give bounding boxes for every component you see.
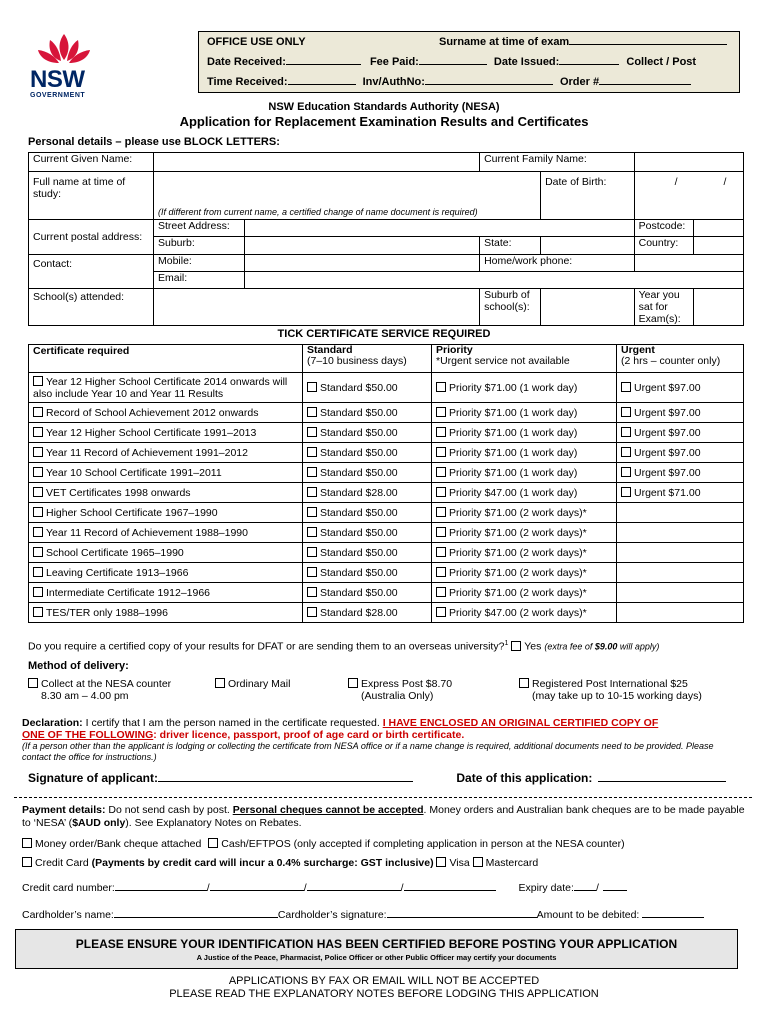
suburb-school-label: Suburb of school(s):	[480, 289, 541, 326]
delivery-ordinary-checkbox[interactable]	[215, 678, 225, 688]
certificate-checkbox[interactable]	[33, 587, 43, 597]
postcode-input[interactable]	[693, 220, 743, 237]
standard-option-checkbox[interactable]	[307, 407, 317, 417]
suburb-input[interactable]	[245, 237, 480, 255]
full-name-label: Full name at time of study:	[29, 172, 154, 220]
authority-name: NSW Education Standards Authority (NESA)	[268, 101, 500, 113]
standard-option-checkbox[interactable]	[307, 607, 317, 617]
priority-option-checkbox[interactable]	[436, 407, 446, 417]
urgent-option-checkbox[interactable]	[621, 407, 631, 417]
certificate-checkbox[interactable]	[33, 527, 43, 537]
cardholder-name-label: Cardholder’s name:	[22, 909, 114, 921]
logo-subtitle: GOVERNMENT	[30, 92, 86, 99]
payment-no-cheques: Personal cheques cannot be accepted	[232, 804, 424, 816]
header-priority: Priority *Urgent service not available	[432, 345, 617, 373]
expiry-month-field[interactable]	[574, 890, 596, 891]
standard-option-label: Standard $28.00	[320, 606, 398, 619]
cardholder-signature-label: Cardholder’s signature:	[277, 909, 387, 921]
amount-field[interactable]	[642, 917, 704, 918]
urgent-option-label: Urgent $71.00	[634, 486, 701, 499]
standard-option-label: Standard $50.00	[320, 406, 398, 419]
card-number-line: Credit card number: / / / Expiry date: /	[22, 882, 627, 894]
priority-option-label: Priority $71.00 (1 work day)	[449, 406, 578, 419]
dob-separator: /	[674, 176, 678, 188]
priority-option-label: Priority $71.00 (2 work days)*	[449, 546, 587, 559]
delivery-express-note: (Australia Only)	[361, 690, 434, 702]
mastercard-checkbox[interactable]	[473, 857, 483, 867]
cardholder-line	[22, 909, 704, 921]
delivery-registered-checkbox[interactable]	[519, 678, 529, 688]
surcharge-note: (Payments by credit card will incur a 0.4% surcharge: GST inclusive)	[91, 857, 434, 869]
priority-option-checkbox[interactable]	[436, 607, 446, 617]
priority-option-label: Priority $71.00 (1 work day)	[449, 446, 578, 459]
email-input[interactable]	[245, 272, 744, 289]
dfat-question-line	[28, 640, 659, 653]
urgent-option-checkbox[interactable]	[621, 487, 631, 497]
certificate-label: Year 11 Record of Achievement 1991–2012	[46, 446, 248, 459]
payment-currency: $AUD only	[72, 817, 126, 829]
home-phone-label: Home/work phone:	[480, 255, 635, 272]
header-standard: Standard (7–10 business days)	[303, 345, 432, 373]
schools-input[interactable]	[154, 289, 480, 326]
priority-option-label: Priority $71.00 (1 work day)	[449, 426, 578, 439]
order-label: Order #	[559, 76, 600, 88]
priority-option-checkbox[interactable]	[436, 467, 446, 477]
priority-option-checkbox[interactable]	[436, 447, 446, 457]
cut-line	[14, 797, 752, 798]
dfat-yes-label: Yes	[524, 640, 542, 653]
service-header-row	[29, 345, 744, 373]
standard-option-label: Standard $50.00	[320, 466, 398, 479]
delivery-collect-hours: 8.30 am – 4.00 pm	[41, 690, 129, 702]
standard-option-checkbox[interactable]	[307, 507, 317, 517]
urgent-option-checkbox[interactable]	[621, 447, 631, 457]
service-row	[29, 443, 744, 463]
service-row	[29, 503, 744, 523]
delivery-collect-checkbox[interactable]	[28, 678, 38, 688]
standard-option-label: Standard $50.00	[320, 546, 398, 559]
certificate-checkbox[interactable]	[33, 407, 43, 417]
certificate-label: VET Certificates 1998 onwards	[46, 486, 191, 499]
certificate-label: Year 12 Higher School Certificate 2014 onwards will also include Year 10 and Year 11 Results	[33, 375, 288, 400]
standard-option-checkbox[interactable]	[307, 587, 317, 597]
application-date-label: Date of this application:	[456, 771, 593, 785]
declaration-label: Declaration:	[22, 717, 83, 729]
full-name-note: (If different from current name, a certified change of name document is required)	[158, 207, 478, 217]
dob-input[interactable]	[634, 172, 743, 220]
service-row	[29, 583, 744, 603]
certificate-label: School Certificate 1965–1990	[46, 546, 184, 559]
time-received-label: Time Received:	[207, 76, 288, 88]
signature-line	[28, 771, 726, 785]
priority-option-label: Priority $71.00 (2 work days)*	[449, 526, 587, 539]
applicant-signature-field[interactable]	[158, 781, 413, 782]
card-number-field[interactable]	[404, 890, 496, 891]
delivery-registered-label: Registered Post International $25	[532, 678, 688, 690]
priority-option-label: Priority $47.00 (1 work day)	[449, 486, 578, 499]
country-input[interactable]	[693, 237, 743, 255]
dfat-fee: $9.00	[594, 641, 618, 652]
mobile-input[interactable]	[245, 255, 480, 272]
office-use-box	[198, 31, 740, 93]
cardholder-name-field[interactable]	[114, 917, 278, 918]
standard-option-label: Standard $50.00	[320, 426, 398, 439]
delivery-express-checkbox[interactable]	[348, 678, 358, 688]
footer-read-notes: PLEASE READ THE EXPLANATORY NOTES BEFORE LODGING THIS APPLICATION	[169, 988, 599, 1000]
mobile-label: Mobile:	[154, 255, 245, 272]
delivery-collect-label: Collect at the NESA counter	[41, 678, 172, 690]
suburb-label: Suburb:	[154, 237, 245, 255]
visa-label: Visa	[449, 857, 470, 869]
card-number-field[interactable]	[210, 890, 304, 891]
service-row	[29, 403, 744, 423]
service-row	[29, 423, 744, 443]
payment-text: Do not send cash by post.	[105, 804, 233, 816]
payment-label: Payment details:	[22, 804, 106, 816]
delivery-ordinary	[215, 678, 290, 690]
footnote-mark: 1	[504, 640, 509, 647]
family-name-label: Current Family Name:	[480, 153, 635, 172]
postcode-label: Postcode:	[634, 220, 693, 237]
header-certificate: Certificate required	[29, 345, 303, 373]
certificate-label: TES/TER only 1988–1996	[46, 606, 168, 619]
state-label: State:	[480, 237, 541, 255]
delivery-express	[348, 678, 452, 702]
priority-option-checkbox[interactable]	[436, 487, 446, 497]
eftpos-label: Cash/EFTPOS (only accepted if completing application in person at the NESA counter)	[221, 838, 625, 850]
credit-card-checkbox[interactable]	[22, 857, 32, 867]
certificate-label: Year 11 Record of Achievement 1988–1990	[46, 526, 248, 539]
standard-option-checkbox[interactable]	[307, 547, 317, 557]
given-name-label: Current Given Name:	[29, 153, 154, 172]
priority-option-label: Priority $71.00 (1 work day)	[449, 466, 578, 479]
certificate-checkbox[interactable]	[33, 567, 43, 577]
certificate-checkbox[interactable]	[33, 607, 43, 617]
header-urgent: Urgent (2 hrs – counter only)	[617, 345, 744, 373]
certificate-checkbox[interactable]	[33, 487, 43, 497]
date-received-label: Date Received:	[207, 56, 286, 68]
service-row	[29, 483, 744, 503]
payment-text: ). See Explanatory Notes on Rebates.	[125, 817, 302, 829]
personal-details-heading: Personal details – please use BLOCK LETTERS:	[28, 136, 280, 148]
standard-option-label: Standard $50.00	[320, 526, 398, 539]
urgent-option-checkbox[interactable]	[621, 382, 631, 392]
card-number-label: Credit card number:	[22, 882, 115, 894]
page-title: Application for Replacement Examination Results and Certificates	[179, 114, 589, 129]
standard-option-label: Standard $28.00	[320, 486, 398, 499]
priority-option-checkbox[interactable]	[436, 527, 446, 537]
certificate-label: Year 10 School Certificate 1991–2011	[46, 466, 222, 479]
standard-option-label: Standard $50.00	[320, 586, 398, 599]
priority-option-checkbox[interactable]	[436, 567, 446, 577]
certificate-label: Leaving Certificate 1913–1966	[46, 566, 189, 579]
urgent-option-label: Urgent $97.00	[634, 426, 701, 439]
delivery-heading: Method of delivery:	[28, 660, 129, 672]
priority-option-label: Priority $71.00 (2 work days)*	[449, 586, 587, 599]
certificate-checkbox[interactable]	[33, 447, 43, 457]
certificate-checkbox[interactable]	[33, 427, 43, 437]
footer	[0, 975, 768, 1001]
priority-option-checkbox[interactable]	[436, 507, 446, 517]
declaration-warning: ONE OF THE FOLLOWING	[22, 729, 154, 741]
priority-option-label: Priority $71.00 (2 work days)*	[449, 566, 587, 579]
certificate-checkbox[interactable]	[33, 547, 43, 557]
street-label: Street Address:	[154, 220, 245, 237]
urgent-option-checkbox[interactable]	[621, 427, 631, 437]
service-table	[28, 344, 744, 623]
priority-option-label: Priority $47.00 (2 work days)*	[449, 606, 587, 619]
delivery-ordinary-label: Ordinary Mail	[228, 678, 291, 690]
priority-option-label: Priority $71.00 (2 work days)*	[449, 506, 587, 519]
collect-post-label: Collect / Post	[626, 56, 697, 68]
banner-title: PLEASE ENSURE YOUR IDENTIFICATION HAS BEEN CERTIFIED BEFORE POSTING YOUR APPLICATION	[75, 937, 678, 951]
country-label: Country:	[634, 237, 693, 255]
priority-option-checkbox[interactable]	[436, 427, 446, 437]
service-row	[29, 543, 744, 563]
full-name-input[interactable]	[154, 172, 541, 220]
dob-label: Date of Birth:	[541, 172, 635, 220]
service-row	[29, 563, 744, 583]
year-sat-label: Year you sat for Exam(s):	[634, 289, 693, 326]
priority-option-checkbox[interactable]	[436, 587, 446, 597]
urgent-option-label: Urgent $97.00	[634, 446, 701, 459]
surname-field[interactable]	[569, 44, 727, 45]
standard-option-checkbox[interactable]	[307, 467, 317, 477]
certificate-checkbox[interactable]	[33, 376, 43, 386]
expiry-year-field[interactable]	[603, 890, 627, 891]
service-row	[29, 373, 744, 403]
eftpos-checkbox[interactable]	[208, 838, 218, 848]
delivery-collect	[28, 678, 171, 702]
card-number-field[interactable]	[307, 890, 401, 891]
money-order-checkbox[interactable]	[22, 838, 32, 848]
dfat-note: (extra fee of	[544, 641, 595, 652]
urgent-option-label: Urgent $97.00	[634, 406, 701, 419]
office-title: OFFICE USE ONLY	[207, 36, 306, 48]
footer-no-fax: APPLICATIONS BY FAX OR EMAIL WILL NOT BE ACCEPTED	[228, 975, 540, 987]
surname-label: Surname at time of exam	[439, 36, 570, 48]
urgent-option-label: Urgent $97.00	[634, 466, 701, 479]
date-issued-label: Date Issued:	[493, 56, 560, 68]
order-field[interactable]	[599, 84, 691, 85]
identification-banner	[15, 929, 738, 969]
suburb-school-input[interactable]	[541, 289, 635, 326]
standard-option-checkbox[interactable]	[307, 427, 317, 437]
standard-option-checkbox[interactable]	[307, 382, 317, 392]
year-sat-input[interactable]	[693, 289, 743, 326]
applicant-signature-label: Signature of applicant:	[28, 771, 159, 785]
date-issued-field[interactable]	[559, 64, 619, 65]
fee-paid-field[interactable]	[419, 64, 487, 65]
declaration-note: (If a person other than the applicant is lodging or collecting the certificate from NESA office or if a name change is required, additional documents need to be provided. Please contact the office for instructions.)	[22, 741, 714, 762]
priority-option-label: Priority $71.00 (1 work day)	[449, 381, 578, 394]
fee-paid-label: Fee Paid:	[369, 56, 419, 68]
payment-details	[22, 804, 748, 830]
street-input[interactable]	[245, 220, 635, 237]
credit-card-label: Credit Card	[35, 857, 89, 869]
standard-option-label: Standard $50.00	[320, 446, 398, 459]
time-received-field[interactable]	[288, 84, 356, 85]
standard-option-label: Standard $50.00	[320, 381, 398, 394]
certificate-label: Intermediate Certificate 1912–1966	[46, 586, 211, 599]
expiry-label: Expiry date:	[518, 882, 574, 894]
credit-card-options	[22, 857, 538, 869]
money-order-label: Money order/Bank cheque attached	[35, 838, 202, 850]
standard-option-checkbox[interactable]	[307, 567, 317, 577]
postal-label: Current postal address:	[29, 220, 154, 255]
standard-option-checkbox[interactable]	[307, 527, 317, 537]
declaration	[22, 717, 742, 763]
banner-subtitle: A Justice of the Peace, Pharmacist, Police Officer or other Public Officer may certify your documents	[196, 953, 557, 962]
dfat-question: Do you require a certified copy of your results for DFAT or are sending them to an overseas university?	[28, 640, 505, 653]
declaration-id-list: : driver licence, passport, proof of age card or birth certificate.	[153, 729, 465, 741]
application-date-field[interactable]	[598, 781, 726, 782]
standard-option-checkbox[interactable]	[307, 447, 317, 457]
amount-label: Amount to be debited:	[536, 909, 640, 921]
email-label: Email:	[154, 272, 245, 289]
card-number-field[interactable]	[115, 890, 207, 891]
family-name-input[interactable]	[634, 153, 743, 172]
service-row	[29, 523, 744, 543]
dob-separator: /	[723, 176, 727, 188]
payment-options	[22, 838, 625, 850]
certificate-label: Record of School Achievement 2012 onwards	[46, 406, 259, 419]
dfat-yes-checkbox[interactable]	[511, 641, 521, 651]
priority-option-checkbox[interactable]	[436, 547, 446, 557]
mastercard-label: Mastercard	[485, 857, 539, 869]
priority-option-checkbox[interactable]	[436, 382, 446, 392]
service-row	[29, 603, 744, 623]
date-received-field[interactable]	[286, 64, 361, 65]
certificate-label: Year 12 Higher School Certificate 1991–2013	[46, 426, 257, 439]
visa-checkbox[interactable]	[436, 857, 446, 867]
dfat-note-end: will apply)	[617, 641, 660, 652]
schools-label: School(s) attended:	[29, 289, 154, 326]
personal-details-table	[28, 152, 744, 326]
delivery-registered-note: (may take up to 10-15 working days)	[532, 690, 702, 702]
certificate-label: Higher School Certificate 1967–1990	[46, 506, 218, 519]
urgent-option-label: Urgent $97.00	[634, 381, 701, 394]
declaration-text: I certify that I am the person named in the certificate requested.	[82, 717, 383, 729]
home-phone-input[interactable]	[634, 255, 743, 272]
contact-label: Contact:	[29, 255, 154, 289]
given-name-input[interactable]	[154, 153, 480, 172]
urgent-option-checkbox[interactable]	[621, 467, 631, 477]
inv-auth-field[interactable]	[425, 84, 553, 85]
standard-option-checkbox[interactable]	[307, 487, 317, 497]
delivery-registered	[519, 678, 702, 702]
inv-auth-label: Inv/AuthNo:	[362, 76, 425, 88]
logo-wordmark: NSW	[30, 66, 85, 93]
service-row	[29, 463, 744, 483]
cardholder-signature-field[interactable]	[387, 917, 537, 918]
service-rows	[29, 373, 744, 623]
delivery-express-label: Express Post $8.70	[361, 678, 453, 690]
certificate-checkbox[interactable]	[33, 507, 43, 517]
declaration-warning: I HAVE ENCLOSED AN ORIGINAL CERTIFIED COPY OF	[382, 717, 659, 729]
service-heading: TICK CERTIFICATE SERVICE REQUIRED	[277, 328, 491, 340]
standard-option-label: Standard $50.00	[320, 566, 398, 579]
payment-text: . Money orders and Australian bank cheques are to be made payable to ‘NESA’ (	[22, 804, 745, 829]
certificate-checkbox[interactable]	[33, 467, 43, 477]
state-input[interactable]	[541, 237, 635, 255]
standard-option-label: Standard $50.00	[320, 506, 398, 519]
